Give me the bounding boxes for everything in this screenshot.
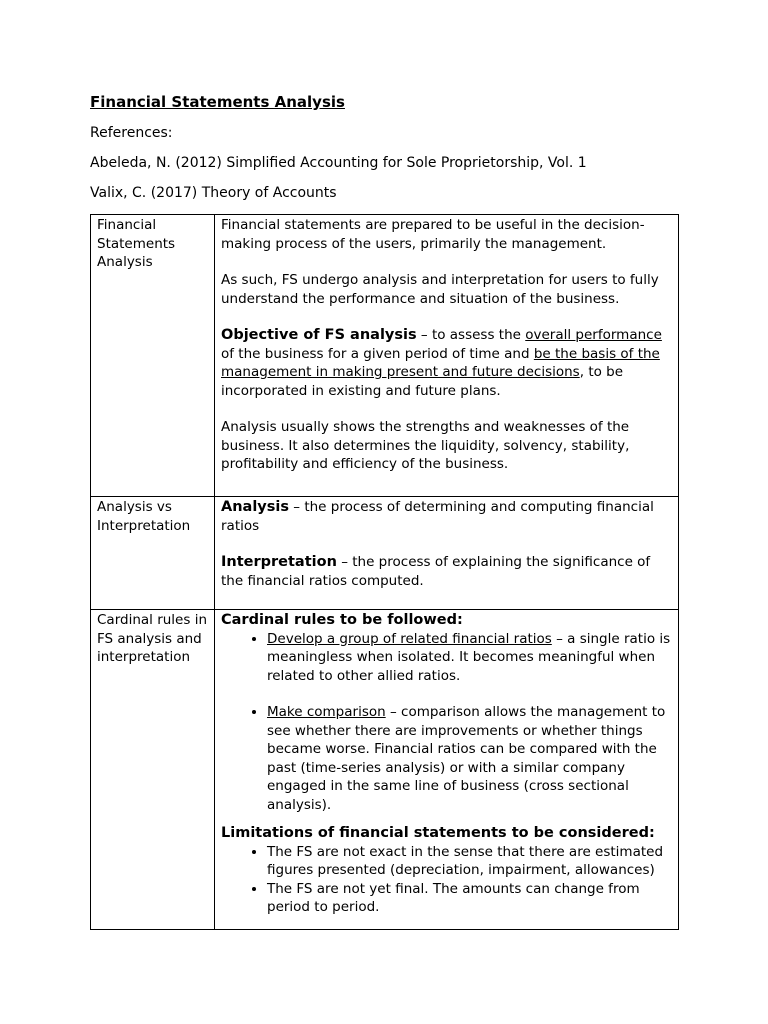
list-item <box>267 703 672 814</box>
content-cell <box>215 215 679 497</box>
topic-cell: Cardinal rules in FS analysis and interpretation <box>91 610 215 930</box>
analysis-table <box>90 214 679 930</box>
paragraph: Analysis usually shows the strengths and weaknesses of the business. It also determines the liquidity, solvency, stability, profitability and efficiency of the business. <box>221 419 630 472</box>
text: of the business for a given period of time and <box>221 345 534 362</box>
content-cell <box>215 610 679 930</box>
references-label: References: <box>90 125 173 141</box>
document-title: Financial Statements Analysis <box>90 93 345 111</box>
text: , to be incorporated in existing and future plans. <box>221 364 624 399</box>
paragraph: Financial statements are prepared to be useful in the decision-making process of the users, primarily the management. <box>221 217 645 252</box>
definition <box>221 553 672 590</box>
list-item <box>267 630 672 686</box>
underlined-text: overall performance <box>525 327 662 343</box>
paragraph: As such, FS undergo analysis and interpretation for users to fully understand the performance and situation of the business. <box>221 272 659 307</box>
term: Objective of FS analysis <box>221 327 417 343</box>
topic-cell: Analysis vs Interpretation <box>91 497 215 610</box>
underlined-text: Make comparison <box>267 704 386 720</box>
underlined-text: Develop a group of related financial ratios <box>267 630 552 647</box>
text: – comparison allows the management to see whether there are improvements or whether things became worse. Financial ratios can be compared with the past (time-series analysis) or with a similar company engaged in the same line of business (cross sectional analysis). <box>267 704 666 813</box>
reference-item: Valix, C. (2017) Theory of Accounts <box>90 185 337 201</box>
section-heading: Limitations of financial statements to be considered: <box>221 825 655 841</box>
table-row <box>91 497 679 610</box>
table-row <box>91 215 679 497</box>
section-heading: Cardinal rules to be followed: <box>221 612 463 628</box>
definition <box>221 498 672 535</box>
text: – to assess the <box>416 327 526 343</box>
reference-item: Abeleda, N. (2012) Simplified Accounting for Sole Proprietorship, Vol. 1 <box>90 155 587 171</box>
list-item: • The FS are not exact in the sense that there are estimated figures presented (depreciation, impairment, allowances) <box>267 843 672 880</box>
list-item: • The FS are not yet final. The amounts can change from period to period. <box>267 880 672 917</box>
term: Analysis <box>221 499 289 515</box>
rules-list <box>221 630 672 815</box>
table-row <box>91 610 679 930</box>
term: Interpretation <box>221 554 337 570</box>
content-cell <box>215 497 679 610</box>
limitations-list <box>221 843 672 917</box>
text: – a single ratio is meaningless when isolated. It becomes meaningful when related to other allied ratios. <box>267 630 671 684</box>
underlined-text: be the basis of the management in making present and future decisions <box>221 345 660 380</box>
objective-paragraph <box>221 326 672 400</box>
text: – the process of determining and computing financial ratios <box>221 499 654 534</box>
topic-cell: Financial Statements Analysis <box>91 215 215 497</box>
text: – the process of explaining the significance of the financial ratios computed. <box>221 554 651 589</box>
